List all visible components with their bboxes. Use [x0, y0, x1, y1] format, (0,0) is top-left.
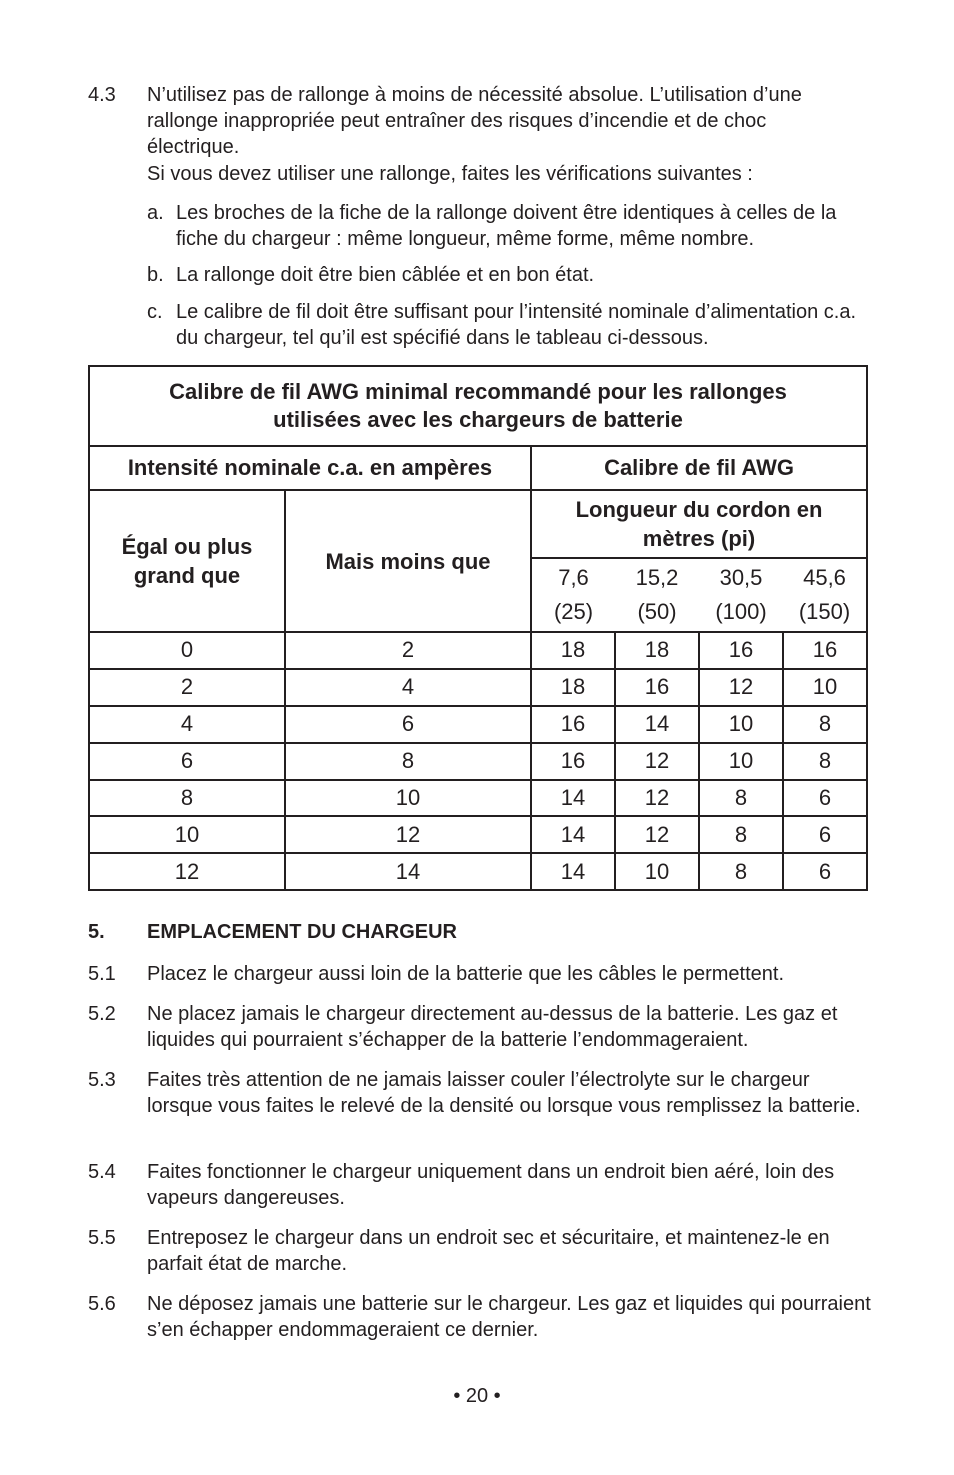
paragraph-line: Si vous devez utiliser une rallonge, faites les vérifications suivantes :: [147, 162, 753, 185]
amperage-cell: 12: [89, 853, 285, 890]
amperage-cell: 10: [89, 816, 285, 853]
header-awg: Calibre de fil AWG: [531, 446, 867, 490]
table-row: [89, 780, 867, 817]
gauge-cell: 8: [699, 853, 783, 890]
amperage-cell: 6: [285, 706, 531, 743]
paragraph-line: N’utilisez pas de rallonge à moins de nécessité absolue. L’utilisation d’une: [147, 84, 802, 106]
table-caption: [89, 366, 867, 446]
gauge-cell: 10: [699, 743, 783, 780]
amperage-cell: 12: [285, 816, 531, 853]
gauge-cell: 8: [699, 816, 783, 853]
gauge-cell: 10: [783, 669, 867, 706]
table-row: [89, 632, 867, 669]
paragraph-text: Ne déposez jamais une batterie sur le chargeur. Les gaz et liquides qui pourraient s’en échapper endommageraient ce dernier.: [147, 1293, 871, 1342]
gauge-cell: 12: [615, 743, 699, 780]
gauge-cell: 14: [531, 853, 615, 890]
header-line: mètres (pi): [642, 526, 756, 551]
section-number: 5.2: [88, 1003, 116, 1025]
section-4-3: [88, 82, 878, 187]
length-cell: [615, 558, 699, 632]
gauge-cell: 6: [783, 780, 867, 817]
gauge-cell: 18: [531, 632, 615, 669]
caption-line: Calibre de fil AWG minimal recommandé pour les rallonges: [169, 379, 787, 404]
amperage-cell: 14: [285, 853, 531, 890]
amperage-cell: 2: [89, 669, 285, 706]
length-cell: [531, 558, 615, 632]
gauge-cell: 18: [531, 669, 615, 706]
gauge-cell: 16: [783, 632, 867, 669]
table-row: [89, 669, 867, 706]
section-number: 5.3: [88, 1069, 116, 1091]
length-cell: [699, 558, 783, 632]
gauge-cell: 8: [783, 743, 867, 780]
sub-item-b: [147, 262, 867, 288]
length-meters: 15,2: [635, 565, 679, 590]
paragraph-text: Placez le chargeur aussi loin de la batterie que les câbles le permettent.: [147, 963, 785, 985]
amperage-cell: 2: [285, 632, 531, 669]
section-number: 5.4: [88, 1161, 116, 1183]
gauge-cell: 6: [783, 816, 867, 853]
section-number: 5.: [88, 921, 105, 943]
section-5-6: [88, 1291, 878, 1343]
caption-line: utilisées avec les chargeurs de batterie: [273, 407, 683, 432]
length-feet: (50): [637, 599, 677, 624]
header-line: grand que: [133, 563, 241, 588]
section-number: 5.1: [88, 963, 116, 985]
sub-item-a: [147, 200, 857, 252]
amperage-cell: 8: [285, 743, 531, 780]
gauge-cell: 16: [531, 743, 615, 780]
section-number: 5.5: [88, 1227, 116, 1249]
gauge-cell: 16: [699, 632, 783, 669]
paragraph-line: rallonge inappropriée peut entraîner des risques d’incendie et de choc: [147, 110, 767, 133]
gauge-cell: 16: [531, 706, 615, 743]
length-feet: (150): [798, 599, 851, 624]
gauge-cell: 12: [699, 669, 783, 706]
section-title: EMPLACEMENT DU CHARGEUR: [147, 921, 457, 943]
paragraph-text: Ne placez jamais le chargeur directement au-dessus de la batterie. Les gaz et liquides qui pourraient s’échapper de la batterie l’endommageraient.: [147, 1003, 838, 1052]
table-row: [89, 816, 867, 853]
sub-item-c: [147, 299, 862, 351]
gauge-cell: 8: [699, 780, 783, 817]
header-cord-length: [531, 490, 867, 558]
sub-letter: c.: [147, 301, 163, 323]
section-5-2: [88, 1001, 878, 1053]
table-row: [89, 706, 867, 743]
length-cell: [783, 558, 867, 632]
paragraph-text: Faites très attention de ne jamais laisser couler l’électrolyte sur le chargeur lorsque vous faites le relevé de la densité ou lorsque vous remplissez la batterie.: [147, 1069, 861, 1118]
gauge-cell: 10: [699, 706, 783, 743]
header-min-amps: [89, 490, 285, 632]
length-meters: 7,6: [558, 565, 589, 590]
gauge-cell: 14: [531, 816, 615, 853]
gauge-cell: 14: [531, 780, 615, 817]
header-max-amps: Mais moins que: [285, 490, 531, 632]
table-row: [89, 743, 867, 780]
length-feet: (100): [715, 599, 767, 624]
awg-table: [88, 365, 868, 891]
length-meters: 45,6: [803, 565, 846, 590]
length-feet: (25): [553, 599, 594, 624]
header-amperage: Intensité nominale c.a. en ampères: [89, 446, 531, 490]
gauge-cell: 16: [615, 669, 699, 706]
sub-text: Les broches de la fiche de la rallonge doivent être identiques à celles de la fiche du chargeur : même longueur, même forme, même nombre.: [176, 202, 837, 251]
paragraph-line: électrique.: [147, 136, 240, 159]
section-5-1: [88, 961, 878, 987]
amperage-cell: 6: [89, 743, 285, 780]
gauge-cell: 12: [615, 816, 699, 853]
section-number: 4.3: [88, 84, 116, 106]
section-5-3: [88, 1067, 878, 1119]
gauge-cell: 18: [615, 632, 699, 669]
length-meters: 30,5: [719, 565, 763, 590]
amperage-cell: 8: [89, 780, 285, 817]
header-line: Égal ou plus: [121, 534, 253, 559]
header-line: Longueur du cordon en: [575, 497, 823, 522]
table-row: [89, 853, 867, 890]
paragraph-text: Entreposez le chargeur dans un endroit sec et sécuritaire, et maintenez-le en parfait état de marche.: [147, 1227, 830, 1276]
section-5-4: [88, 1159, 878, 1211]
amperage-cell: 0: [89, 632, 285, 669]
amperage-cell: 10: [285, 780, 531, 817]
gauge-cell: 14: [615, 706, 699, 743]
amperage-cell: 4: [285, 669, 531, 706]
sub-text: Le calibre de fil doit être suffisant pour l’intensité nominale d’alimentation c.a. du chargeur, tel qu’il est spécifié dans le tableau ci-dessous.: [176, 301, 857, 350]
sub-text: La rallonge doit être bien câblée et en bon état.: [176, 264, 595, 286]
sub-letter: b.: [147, 264, 164, 286]
gauge-cell: 6: [783, 853, 867, 890]
paragraph-text: Faites fonctionner le chargeur uniquement dans un endroit bien aéré, loin des vapeurs dangereuses.: [147, 1161, 835, 1210]
section-number: 5.6: [88, 1293, 116, 1315]
gauge-cell: 10: [615, 853, 699, 890]
gauge-cell: 8: [783, 706, 867, 743]
page-number: • 20 •: [453, 1385, 501, 1407]
gauge-cell: 12: [615, 780, 699, 817]
sub-letter: a.: [147, 202, 164, 224]
section-5-5: [88, 1225, 878, 1277]
amperage-cell: 4: [89, 706, 285, 743]
